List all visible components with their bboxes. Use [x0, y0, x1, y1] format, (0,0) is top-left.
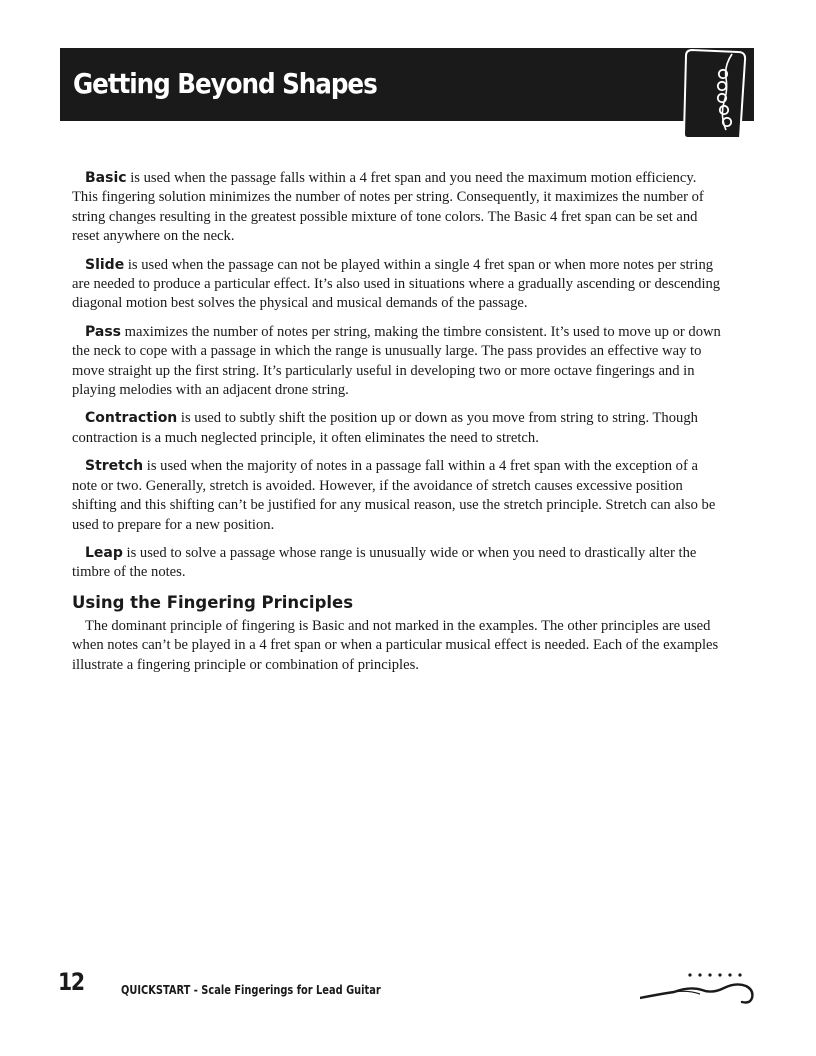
term-label: Slide — [85, 256, 125, 273]
paragraph-text: is used to subtly shift the position up or down as you move from string to string. Though contraction is a much neglected principle, it often eliminates the need to stretch. — [72, 410, 698, 446]
term-label: Stretch — [85, 458, 144, 475]
paragraph-text: maximizes the number of notes per string, making the timbre consistent. It’s used to move up or down the neck to cope with a passage in which the range is unusually large. The pass provides an effective way to move straight up the first string. It’s particularly useful in developing two or more octave fingerings and in playing melodies with an adjacent drone string. — [72, 323, 721, 399]
paragraph-slide — [72, 256, 724, 314]
header-bar — [60, 48, 754, 121]
term-label: Contraction — [85, 410, 178, 427]
body-content — [72, 169, 724, 684]
section-heading: Using the Fingering Principles — [72, 592, 354, 612]
guitar-headstock-icon — [680, 46, 750, 142]
paragraph-text: is used when the passage falls within a 4 fret span and you need the maximum motion efficiency. This fingering solution minimizes the number of notes per string. Consequently, it maximizes the number of string changes resulting in the greatest possible mixture of tone colors. The Basic 4 fret span can be set and reset anywhere on the neck. — [72, 170, 704, 245]
footer-book-title: QUICKSTART - Scale Fingerings for Lead Guitar — [121, 983, 381, 997]
page-title: Getting Beyond Shapes — [73, 67, 377, 100]
section-paragraph: The dominant principle of fingering is Basic and not marked in the examples. The other principles are used when notes can’t be played in a 4 fret span or when a particular musical effect is needed. Each of the examples illustrate a fingering principle or combination of principles. — [72, 617, 719, 673]
paragraph-text: is used to solve a passage whose range is unusually wide or when you need to drastically alter the timbre of the notes. — [72, 544, 697, 581]
term-label: Basic — [85, 170, 127, 186]
paragraph-stretch — [72, 457, 724, 535]
paragraph-text: is used when the majority of notes in a passage fall within a 4 fret span with the exception of a note or two. Generally, stretch is avoided. However, if the avoidance of stretch causes excessive position shifting and this shifting can’t be justified for any musical reason, use the stretch principle. Stretch can also be used to prepare for a new position. — [72, 458, 716, 533]
page-number: 12 — [58, 968, 84, 996]
paragraph-leap — [72, 544, 724, 583]
term-label: Leap — [85, 544, 123, 561]
guitar-neck-ornament-icon — [640, 968, 760, 1008]
paragraph-contraction — [72, 409, 724, 448]
paragraph-text: is used when the passage can not be played within a single 4 fret span or when more notes per string are needed to produce a particular effect. It’s also used in situations where a gradually ascending or descending diagonal motion best solves the physical and musical demands of the passage. — [72, 256, 721, 312]
term-label: Pass — [85, 323, 121, 340]
paragraph-basic — [72, 169, 724, 247]
paragraph-pass — [72, 323, 724, 401]
